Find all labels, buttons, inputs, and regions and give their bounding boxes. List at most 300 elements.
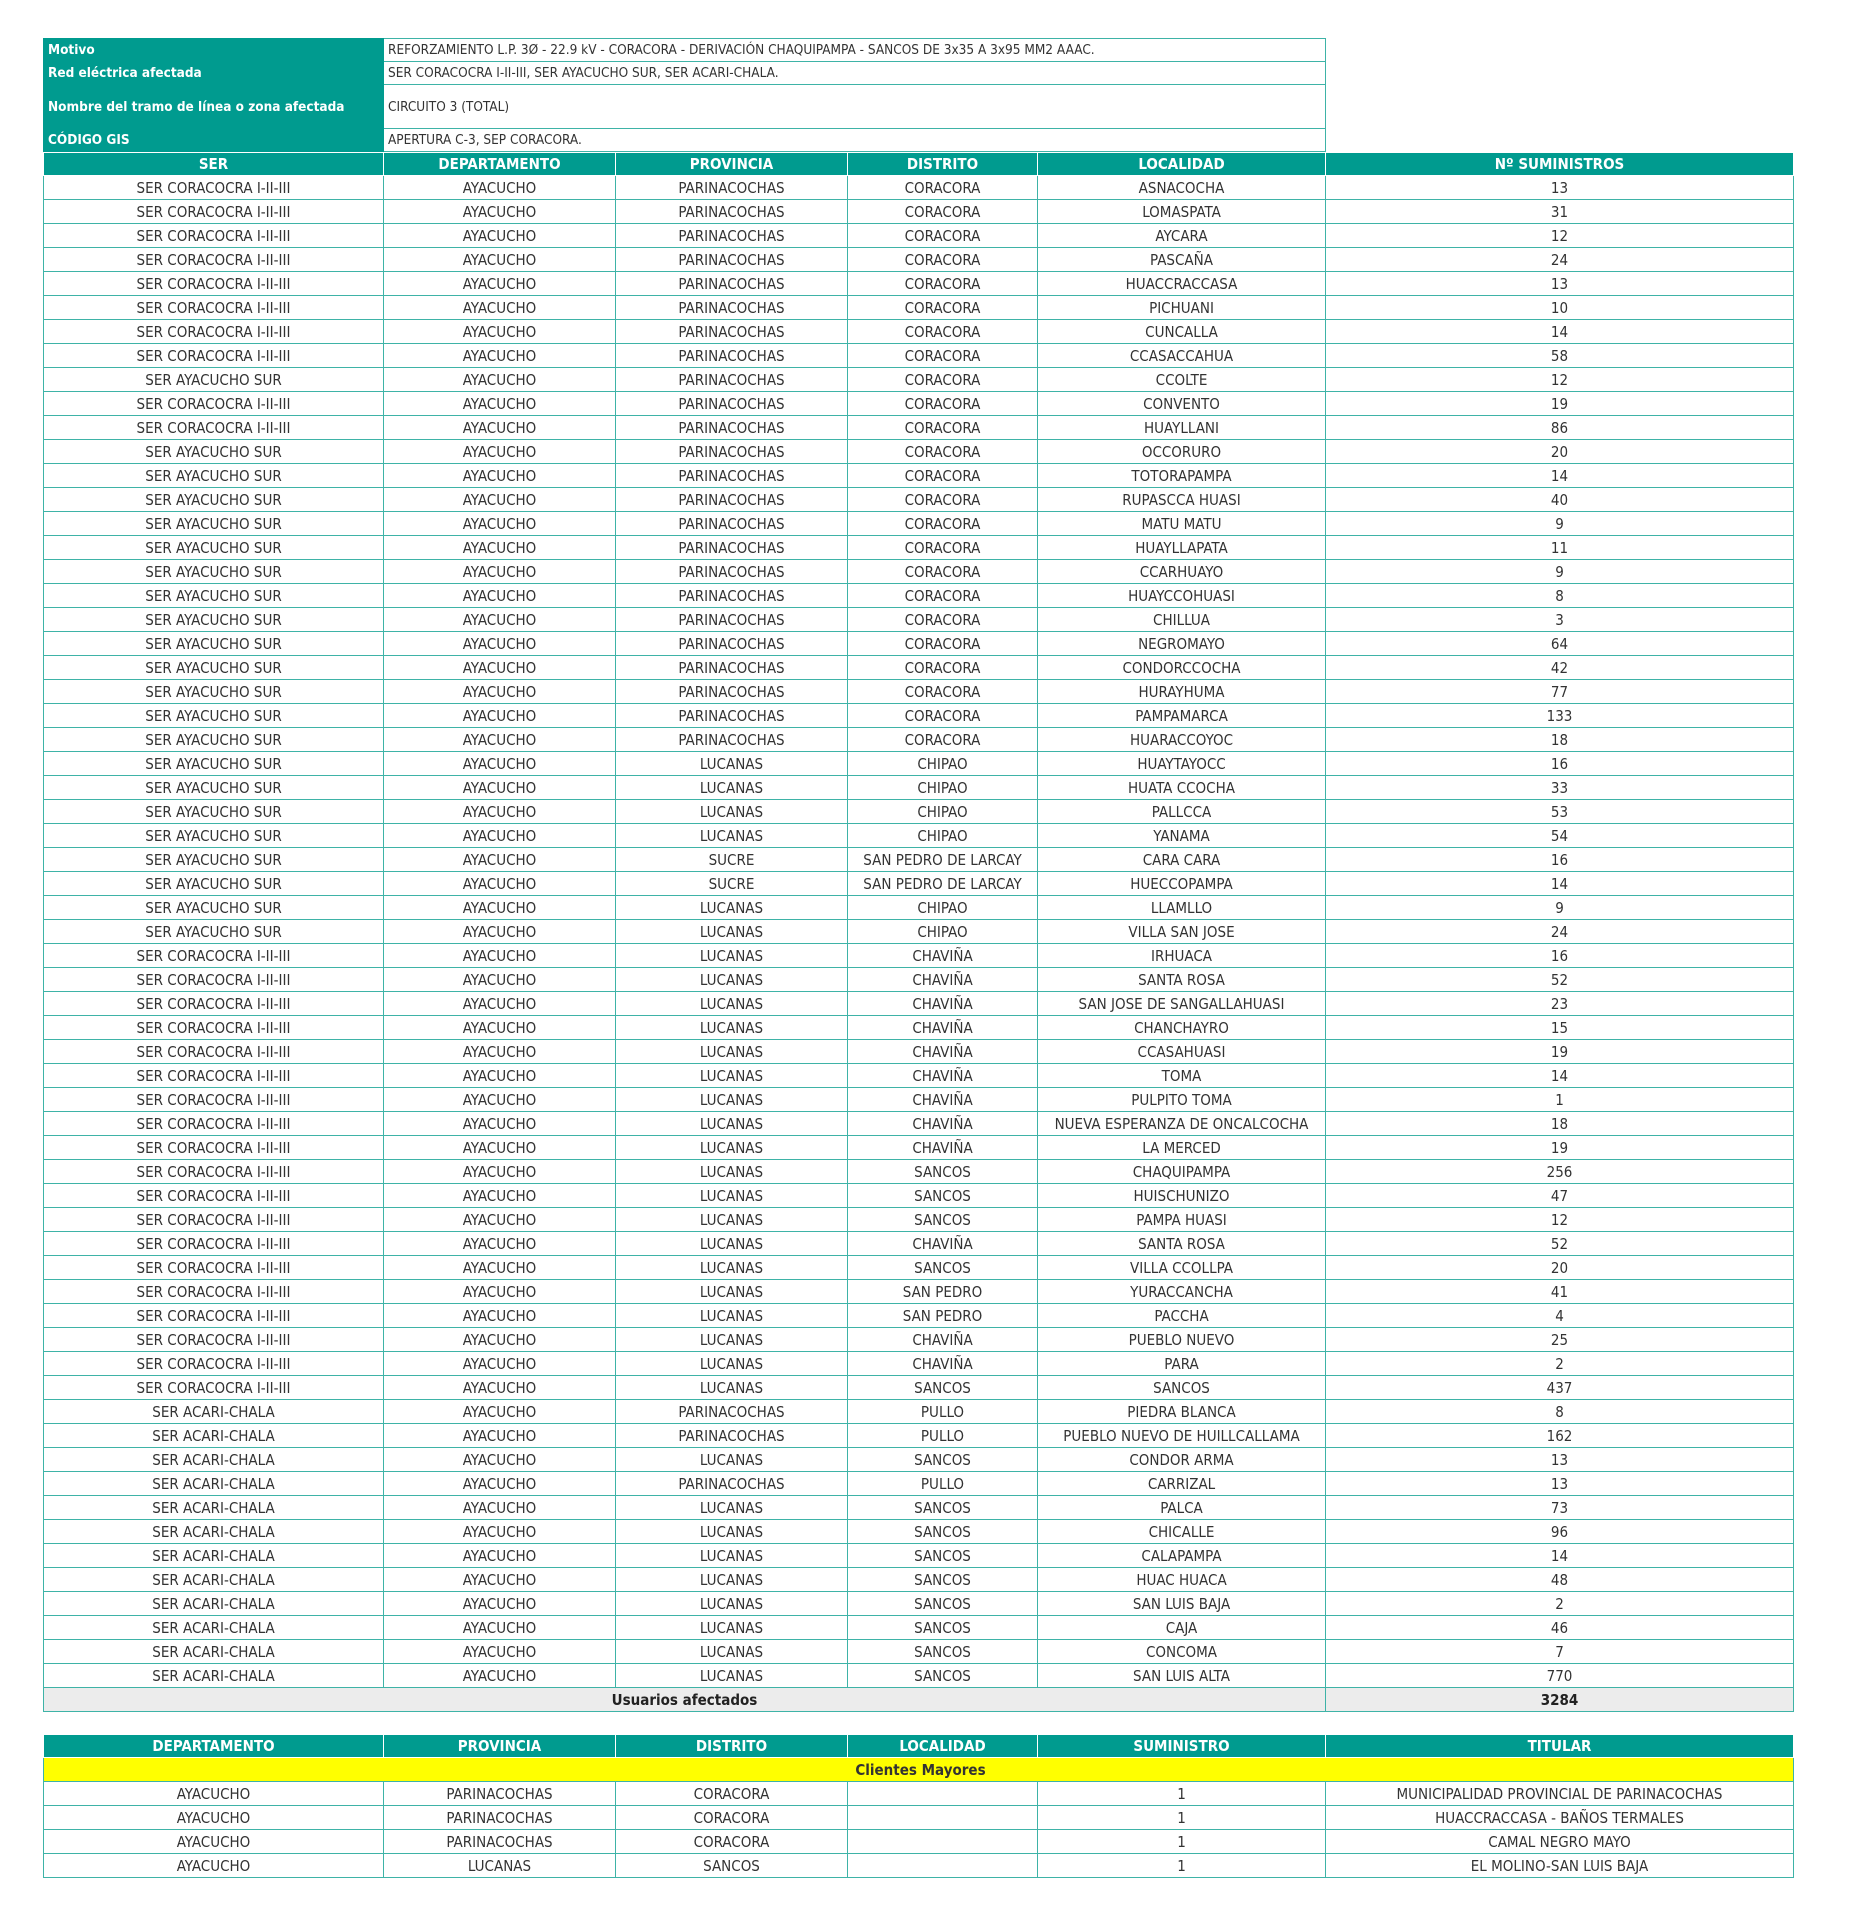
table-cell[interactable]: 73	[1326, 1496, 1794, 1520]
table-cell[interactable]: LUCANAS	[616, 1304, 848, 1328]
table-cell[interactable]: SER CORACOCRA I-II-III	[44, 1016, 384, 1040]
table-cell[interactable]: NEGROMAYO	[1038, 632, 1326, 656]
table-cell[interactable]: PARINACOCHAS	[616, 224, 848, 248]
cm-col-provincia[interactable]: PROVINCIA	[384, 1735, 616, 1758]
table-cell[interactable]: SANCOS	[848, 1544, 1038, 1568]
table-cell[interactable]: CORACORA	[848, 200, 1038, 224]
table-cell[interactable]: 16	[1326, 848, 1794, 872]
table-cell[interactable]: LA MERCED	[1038, 1136, 1326, 1160]
table-cell[interactable]: SER CORACOCRA I-II-III	[44, 1232, 384, 1256]
table-cell[interactable]: 47	[1326, 1184, 1794, 1208]
table-cell[interactable]: PARINACOCHAS	[616, 680, 848, 704]
table-cell[interactable]: SER ACARI-CHALA	[44, 1472, 384, 1496]
table-cell[interactable]: CHAVIÑA	[848, 1040, 1038, 1064]
table-cell[interactable]	[848, 1782, 1038, 1806]
table-cell[interactable]: LLAMLLO	[1038, 896, 1326, 920]
table-cell[interactable]: AYACUCHO	[384, 1544, 616, 1568]
table-cell[interactable]: PARINACOCHAS	[616, 608, 848, 632]
table-cell[interactable]: CORACORA	[848, 656, 1038, 680]
cm-col-titular[interactable]: TITULAR	[1326, 1735, 1794, 1758]
table-cell[interactable]: 1	[1038, 1782, 1326, 1806]
table-cell[interactable]: PARINACOCHAS	[616, 560, 848, 584]
table-cell[interactable]: AYACUCHO	[384, 1520, 616, 1544]
table-cell[interactable]: SER AYACUCHO SUR	[44, 728, 384, 752]
table-cell[interactable]: SER CORACOCRA I-II-III	[44, 1064, 384, 1088]
table-cell[interactable]: SER AYACUCHO SUR	[44, 752, 384, 776]
table-cell[interactable]: CHAVIÑA	[848, 968, 1038, 992]
table-cell[interactable]: CORACORA	[848, 728, 1038, 752]
table-cell[interactable]: LUCANAS	[616, 1520, 848, 1544]
table-cell[interactable]: AYACUCHO	[384, 440, 616, 464]
table-cell[interactable]: PARINACOCHAS	[616, 464, 848, 488]
table-cell[interactable]: LUCANAS	[616, 1088, 848, 1112]
col-header-departamento[interactable]: DEPARTAMENTO	[384, 153, 616, 176]
table-cell[interactable]: MATU MATU	[1038, 512, 1326, 536]
table-cell[interactable]: AYACUCHO	[384, 1184, 616, 1208]
col-header-suministros[interactable]: Nº SUMINISTROS	[1326, 153, 1794, 176]
table-cell[interactable]: PULLO	[848, 1400, 1038, 1424]
table-cell[interactable]: RUPASCCA HUASI	[1038, 488, 1326, 512]
table-cell[interactable]: LUCANAS	[616, 1040, 848, 1064]
table-cell[interactable]: SER AYACUCHO SUR	[44, 608, 384, 632]
table-cell[interactable]: CUNCALLA	[1038, 320, 1326, 344]
table-cell[interactable]: AYACUCHO	[384, 1376, 616, 1400]
table-cell[interactable]: TOTORAPAMPA	[1038, 464, 1326, 488]
table-cell[interactable]: CORACORA	[848, 704, 1038, 728]
table-cell[interactable]: AYACUCHO	[384, 1424, 616, 1448]
table-cell[interactable]: 9	[1326, 560, 1794, 584]
table-cell[interactable]: 20	[1326, 440, 1794, 464]
table-cell[interactable]: SER AYACUCHO SUR	[44, 704, 384, 728]
table-cell[interactable]: 3	[1326, 608, 1794, 632]
table-cell[interactable]: 1	[1038, 1854, 1326, 1878]
table-cell[interactable]: LUCANAS	[616, 752, 848, 776]
table-cell[interactable]: 77	[1326, 680, 1794, 704]
table-cell[interactable]: SER ACARI-CHALA	[44, 1520, 384, 1544]
table-cell[interactable]: HUAYLLAPATA	[1038, 536, 1326, 560]
table-cell[interactable]: AYACUCHO	[384, 416, 616, 440]
table-cell[interactable]: SER CORACOCRA I-II-III	[44, 1328, 384, 1352]
table-cell[interactable]: AYACUCHO	[384, 1472, 616, 1496]
table-cell[interactable]: LUCANAS	[616, 824, 848, 848]
table-cell[interactable]: SANCOS	[848, 1184, 1038, 1208]
table-cell[interactable]: PARINACOCHAS	[616, 656, 848, 680]
tramo-value[interactable]: CIRCUITO 3 (TOTAL)	[384, 85, 1326, 129]
table-cell[interactable]: LUCANAS	[616, 1352, 848, 1376]
table-cell[interactable]: 11	[1326, 536, 1794, 560]
table-cell[interactable]: CHAVIÑA	[848, 1136, 1038, 1160]
table-cell[interactable]: 7	[1326, 1640, 1794, 1664]
table-cell[interactable]: SER CORACOCRA I-II-III	[44, 1256, 384, 1280]
table-cell[interactable]: SANCOS	[848, 1256, 1038, 1280]
table-cell[interactable]: AYACUCHO	[384, 776, 616, 800]
table-cell[interactable]: SER ACARI-CHALA	[44, 1448, 384, 1472]
table-cell[interactable]: 1	[1326, 1088, 1794, 1112]
table-cell[interactable]: SAN PEDRO DE LARCAY	[848, 848, 1038, 872]
table-cell[interactable]: ASNACOCHA	[1038, 176, 1326, 200]
table-cell[interactable]: SER ACARI-CHALA	[44, 1592, 384, 1616]
table-cell[interactable]: PARINACOCHAS	[616, 296, 848, 320]
table-cell[interactable]: PARINACOCHAS	[616, 584, 848, 608]
table-cell[interactable]: PARINACOCHAS	[616, 272, 848, 296]
table-cell[interactable]: LUCANAS	[616, 968, 848, 992]
table-cell[interactable]: CORACORA	[848, 536, 1038, 560]
table-cell[interactable]: CHICALLE	[1038, 1520, 1326, 1544]
table-cell[interactable]: LUCANAS	[384, 1854, 616, 1878]
table-cell[interactable]: PARINACOCHAS	[616, 1472, 848, 1496]
table-cell[interactable]: CHILLUA	[1038, 608, 1326, 632]
table-cell[interactable]: PICHUANI	[1038, 296, 1326, 320]
table-cell[interactable]: 19	[1326, 1040, 1794, 1064]
table-cell[interactable]: YANAMA	[1038, 824, 1326, 848]
table-cell[interactable]: LUCANAS	[616, 1616, 848, 1640]
table-cell[interactable]: AYACUCHO	[384, 1232, 616, 1256]
table-cell[interactable]: NUEVA ESPERANZA DE ONCALCOCHA	[1038, 1112, 1326, 1136]
table-cell[interactable]: PULLO	[848, 1472, 1038, 1496]
table-cell[interactable]: PARINACOCHAS	[616, 1424, 848, 1448]
table-cell[interactable]: 12	[1326, 368, 1794, 392]
table-cell[interactable]: CHAVIÑA	[848, 944, 1038, 968]
table-cell[interactable]: SER AYACUCHO SUR	[44, 680, 384, 704]
table-cell[interactable]: PUEBLO NUEVO DE HUILLCALLAMA	[1038, 1424, 1326, 1448]
table-cell[interactable]: 12	[1326, 224, 1794, 248]
table-cell[interactable]: CORACORA	[616, 1806, 848, 1830]
table-cell[interactable]: PAMPAMARCA	[1038, 704, 1326, 728]
table-cell[interactable]: AYACUCHO	[384, 656, 616, 680]
table-cell[interactable]: SER AYACUCHO SUR	[44, 488, 384, 512]
table-cell[interactable]: YURACCANCHA	[1038, 1280, 1326, 1304]
table-cell[interactable]: CHIPAO	[848, 776, 1038, 800]
table-cell[interactable]: CHIPAO	[848, 752, 1038, 776]
table-cell[interactable]: AYACUCHO	[384, 1112, 616, 1136]
table-cell[interactable]: AYACUCHO	[384, 680, 616, 704]
table-cell[interactable]: SER AYACUCHO SUR	[44, 800, 384, 824]
table-cell[interactable]: 41	[1326, 1280, 1794, 1304]
table-cell[interactable]: PARINACOCHAS	[384, 1782, 616, 1806]
table-cell[interactable]: CAMAL NEGRO MAYO	[1326, 1830, 1794, 1854]
table-cell[interactable]: CONCOMA	[1038, 1640, 1326, 1664]
table-cell[interactable]: SER CORACOCRA I-II-III	[44, 1088, 384, 1112]
table-cell[interactable]: LUCANAS	[616, 1064, 848, 1088]
table-cell[interactable]: AYACUCHO	[384, 464, 616, 488]
table-cell[interactable]: SANCOS	[848, 1592, 1038, 1616]
table-cell[interactable]: CHAVIÑA	[848, 1112, 1038, 1136]
table-cell[interactable]: SER AYACUCHO SUR	[44, 824, 384, 848]
table-cell[interactable]: SANCOS	[848, 1448, 1038, 1472]
table-cell[interactable]: 24	[1326, 920, 1794, 944]
table-cell[interactable]: HUARACCOYOC	[1038, 728, 1326, 752]
table-cell[interactable]: HUAYTAYOCC	[1038, 752, 1326, 776]
table-cell[interactable]: CORACORA	[848, 464, 1038, 488]
col-header-distrito[interactable]: DISTRITO	[848, 153, 1038, 176]
table-cell[interactable]: CARA CARA	[1038, 848, 1326, 872]
table-cell[interactable]: SER AYACUCHO SUR	[44, 368, 384, 392]
table-cell[interactable]: CHAVIÑA	[848, 1088, 1038, 1112]
table-cell[interactable]: 16	[1326, 944, 1794, 968]
table-cell[interactable]: SER CORACOCRA I-II-III	[44, 320, 384, 344]
table-cell[interactable]: CHIPAO	[848, 800, 1038, 824]
table-cell[interactable]: CONVENTO	[1038, 392, 1326, 416]
table-cell[interactable]: PAMPA HUASI	[1038, 1208, 1326, 1232]
table-cell[interactable]: 13	[1326, 1448, 1794, 1472]
table-cell[interactable]: HUATA CCOCHA	[1038, 776, 1326, 800]
table-cell[interactable]: SER CORACOCRA I-II-III	[44, 416, 384, 440]
table-cell[interactable]: LUCANAS	[616, 1496, 848, 1520]
table-cell[interactable]: SER AYACUCHO SUR	[44, 848, 384, 872]
table-cell[interactable]: SER CORACOCRA I-II-III	[44, 1280, 384, 1304]
table-cell[interactable]: 1	[1038, 1806, 1326, 1830]
table-cell[interactable]: CORACORA	[848, 608, 1038, 632]
table-cell[interactable]: LUCANAS	[616, 1184, 848, 1208]
table-cell[interactable]: AYACUCHO	[384, 344, 616, 368]
table-cell[interactable]: LUCANAS	[616, 800, 848, 824]
red-value[interactable]: SER CORACOCRA I-II-III, SER AYACUCHO SUR, SER ACARI-CHALA.	[384, 62, 1326, 85]
table-cell[interactable]: SANTA ROSA	[1038, 1232, 1326, 1256]
table-cell[interactable]: SER AYACUCHO SUR	[44, 896, 384, 920]
table-cell[interactable]: PARINACOCHAS	[616, 512, 848, 536]
table-cell[interactable]: CORACORA	[848, 680, 1038, 704]
table-cell[interactable]: 1	[1038, 1830, 1326, 1854]
table-cell[interactable]: 13	[1326, 1472, 1794, 1496]
table-cell[interactable]: 58	[1326, 344, 1794, 368]
table-cell[interactable]: AYACUCHO	[384, 704, 616, 728]
table-cell[interactable]: EL MOLINO-SAN LUIS BAJA	[1326, 1854, 1794, 1878]
table-cell[interactable]: 14	[1326, 872, 1794, 896]
table-cell[interactable]: AYACUCHO	[384, 1256, 616, 1280]
table-cell[interactable]: AYACUCHO	[384, 800, 616, 824]
table-cell[interactable]: AYACUCHO	[384, 824, 616, 848]
table-cell[interactable]: AYACUCHO	[384, 1088, 616, 1112]
table-cell[interactable]: LUCANAS	[616, 896, 848, 920]
table-cell[interactable]: SANCOS	[848, 1664, 1038, 1688]
table-cell[interactable]: PULPITO TOMA	[1038, 1088, 1326, 1112]
table-cell[interactable]: LUCANAS	[616, 944, 848, 968]
table-cell[interactable]: AYACUCHO	[384, 920, 616, 944]
table-cell[interactable]: 13	[1326, 272, 1794, 296]
table-cell[interactable]: VILLA CCOLLPA	[1038, 1256, 1326, 1280]
table-cell[interactable]: SUCRE	[616, 848, 848, 872]
table-cell[interactable]: CARRIZAL	[1038, 1472, 1326, 1496]
table-cell[interactable]: PARINACOCHAS	[616, 416, 848, 440]
table-cell[interactable]: PARINACOCHAS	[384, 1830, 616, 1854]
table-cell[interactable]: SER CORACOCRA I-II-III	[44, 1352, 384, 1376]
table-cell[interactable]: CORACORA	[848, 224, 1038, 248]
table-cell[interactable]: AYACUCHO	[384, 584, 616, 608]
table-cell[interactable]: SAN LUIS ALTA	[1038, 1664, 1326, 1688]
table-cell[interactable]: LUCANAS	[616, 1136, 848, 1160]
table-cell[interactable]: LUCANAS	[616, 1160, 848, 1184]
table-cell[interactable]: LUCANAS	[616, 1280, 848, 1304]
table-cell[interactable]: CORACORA	[616, 1782, 848, 1806]
table-cell[interactable]: LUCANAS	[616, 1112, 848, 1136]
table-cell[interactable]: CORACORA	[848, 272, 1038, 296]
table-cell[interactable]: AYACUCHO	[384, 992, 616, 1016]
table-cell[interactable]: AYACUCHO	[384, 1280, 616, 1304]
table-cell[interactable]: CCARHUAYO	[1038, 560, 1326, 584]
table-cell[interactable]: 46	[1326, 1616, 1794, 1640]
table-cell[interactable]: AYACUCHO	[44, 1830, 384, 1854]
table-cell[interactable]: AYACUCHO	[384, 1400, 616, 1424]
table-cell[interactable]: CCOLTE	[1038, 368, 1326, 392]
table-cell[interactable]: 31	[1326, 200, 1794, 224]
table-cell[interactable]: 52	[1326, 1232, 1794, 1256]
table-cell[interactable]: SER ACARI-CHALA	[44, 1616, 384, 1640]
table-cell[interactable]: SAN PEDRO DE LARCAY	[848, 872, 1038, 896]
table-cell[interactable]: SER CORACOCRA I-II-III	[44, 1184, 384, 1208]
table-cell[interactable]: SANCOS	[848, 1376, 1038, 1400]
table-cell[interactable]: 12	[1326, 1208, 1794, 1232]
table-cell[interactable]: LUCANAS	[616, 920, 848, 944]
table-cell[interactable]: LUCANAS	[616, 1448, 848, 1472]
table-cell[interactable]: AYACUCHO	[384, 1664, 616, 1688]
table-cell[interactable]: 86	[1326, 416, 1794, 440]
table-cell[interactable]: 14	[1326, 464, 1794, 488]
table-cell[interactable]: CAJA	[1038, 1616, 1326, 1640]
table-cell[interactable]: 2	[1326, 1592, 1794, 1616]
table-cell[interactable]: AYACUCHO	[384, 512, 616, 536]
table-cell[interactable]: AYACUCHO	[384, 1160, 616, 1184]
table-cell[interactable]: CORACORA	[848, 440, 1038, 464]
table-cell[interactable]: CHAVIÑA	[848, 1232, 1038, 1256]
table-cell[interactable]: PARINACOCHAS	[384, 1806, 616, 1830]
table-cell[interactable]: PARINACOCHAS	[616, 200, 848, 224]
table-cell[interactable]: CORACORA	[848, 560, 1038, 584]
table-cell[interactable]: CALAPAMPA	[1038, 1544, 1326, 1568]
table-cell[interactable]: AYACUCHO	[44, 1854, 384, 1878]
table-cell[interactable]: SER ACARI-CHALA	[44, 1544, 384, 1568]
table-cell[interactable]: LOMASPATA	[1038, 200, 1326, 224]
table-cell[interactable]: CORACORA	[848, 584, 1038, 608]
table-cell[interactable]: SER AYACUCHO SUR	[44, 584, 384, 608]
table-cell[interactable]: PACCHA	[1038, 1304, 1326, 1328]
table-cell[interactable]: CORACORA	[848, 320, 1038, 344]
table-cell[interactable]: 133	[1326, 704, 1794, 728]
gis-value[interactable]: APERTURA C-3, SEP CORACORA.	[384, 129, 1326, 152]
table-cell[interactable]: AYACUCHO	[384, 1496, 616, 1520]
table-cell[interactable]: AYACUCHO	[384, 1352, 616, 1376]
table-cell[interactable]: 2	[1326, 1352, 1794, 1376]
table-cell[interactable]: CHAVIÑA	[848, 1352, 1038, 1376]
table-cell[interactable]: AYACUCHO	[384, 392, 616, 416]
table-cell[interactable]: AYACUCHO	[384, 368, 616, 392]
table-cell[interactable]: HURAYHUMA	[1038, 680, 1326, 704]
table-cell[interactable]: LUCANAS	[616, 1568, 848, 1592]
table-cell[interactable]: CHAVIÑA	[848, 1328, 1038, 1352]
table-cell[interactable]: SER CORACOCRA I-II-III	[44, 1040, 384, 1064]
table-cell[interactable]: 13	[1326, 176, 1794, 200]
table-cell[interactable]: PARINACOCHAS	[616, 704, 848, 728]
table-cell[interactable]: OCCORURO	[1038, 440, 1326, 464]
table-cell[interactable]: PIEDRA BLANCA	[1038, 1400, 1326, 1424]
table-cell[interactable]: PASCAÑA	[1038, 248, 1326, 272]
table-cell[interactable]: CORACORA	[848, 392, 1038, 416]
table-cell[interactable]: SAN JOSE DE SANGALLAHUASI	[1038, 992, 1326, 1016]
table-cell[interactable]: CHAVIÑA	[848, 1016, 1038, 1040]
table-cell[interactable]: HUACCRACCASA - BAÑOS TERMALES	[1326, 1806, 1794, 1830]
table-cell[interactable]: AYACUCHO	[384, 968, 616, 992]
table-cell[interactable]: HUACCRACCASA	[1038, 272, 1326, 296]
table-cell[interactable]: SER CORACOCRA I-II-III	[44, 272, 384, 296]
table-cell[interactable]: SER CORACOCRA I-II-III	[44, 296, 384, 320]
table-cell[interactable]: SER AYACUCHO SUR	[44, 536, 384, 560]
table-cell[interactable]: AYACUCHO	[384, 1616, 616, 1640]
table-cell[interactable]: CONDOR ARMA	[1038, 1448, 1326, 1472]
table-cell[interactable]: SER AYACUCHO SUR	[44, 464, 384, 488]
table-cell[interactable]: 25	[1326, 1328, 1794, 1352]
table-cell[interactable]: CORACORA	[616, 1830, 848, 1854]
table-cell[interactable]: CORACORA	[848, 512, 1038, 536]
table-cell[interactable]: 14	[1326, 1544, 1794, 1568]
table-cell[interactable]: SER AYACUCHO SUR	[44, 776, 384, 800]
table-cell[interactable]	[848, 1854, 1038, 1878]
table-cell[interactable]: CHIPAO	[848, 896, 1038, 920]
table-cell[interactable]: LUCANAS	[616, 1544, 848, 1568]
table-cell[interactable]: 19	[1326, 392, 1794, 416]
table-cell[interactable]: SAN PEDRO	[848, 1304, 1038, 1328]
table-cell[interactable]: LUCANAS	[616, 1376, 848, 1400]
table-cell[interactable]: PARINACOCHAS	[616, 632, 848, 656]
table-cell[interactable]: SANCOS	[848, 1520, 1038, 1544]
table-cell[interactable]: AYCARA	[1038, 224, 1326, 248]
table-cell[interactable]: 42	[1326, 656, 1794, 680]
table-cell[interactable]: AYACUCHO	[384, 320, 616, 344]
table-cell[interactable]: AYACUCHO	[384, 1448, 616, 1472]
table-cell[interactable]: 10	[1326, 296, 1794, 320]
table-cell[interactable]: 14	[1326, 320, 1794, 344]
table-cell[interactable]: SER CORACOCRA I-II-III	[44, 392, 384, 416]
table-cell[interactable]: PARINACOCHAS	[616, 440, 848, 464]
table-cell[interactable]: 4	[1326, 1304, 1794, 1328]
table-cell[interactable]: PARINACOCHAS	[616, 368, 848, 392]
table-cell[interactable]: AYACUCHO	[384, 1208, 616, 1232]
table-cell[interactable]: 15	[1326, 1016, 1794, 1040]
table-cell[interactable]: AYACUCHO	[384, 872, 616, 896]
table-cell[interactable]: SANCOS	[1038, 1376, 1326, 1400]
table-cell[interactable]: PALCA	[1038, 1496, 1326, 1520]
table-cell[interactable]: AYACUCHO	[384, 1064, 616, 1088]
table-cell[interactable]: 53	[1326, 800, 1794, 824]
table-cell[interactable]: SER AYACUCHO SUR	[44, 632, 384, 656]
table-cell[interactable]: 24	[1326, 248, 1794, 272]
table-cell[interactable]: AYACUCHO	[384, 536, 616, 560]
table-cell[interactable]: 8	[1326, 584, 1794, 608]
table-cell[interactable]: 64	[1326, 632, 1794, 656]
cm-col-departamento[interactable]: DEPARTAMENTO	[44, 1735, 384, 1758]
table-cell[interactable]: HUAYCCOHUASI	[1038, 584, 1326, 608]
table-cell[interactable]: AYACUCHO	[384, 728, 616, 752]
table-cell[interactable]: 48	[1326, 1568, 1794, 1592]
table-cell[interactable]: AYACUCHO	[384, 1568, 616, 1592]
table-cell[interactable]: PARINACOCHAS	[616, 1400, 848, 1424]
table-cell[interactable]: PALLCCA	[1038, 800, 1326, 824]
table-cell[interactable]: CORACORA	[848, 416, 1038, 440]
table-cell[interactable]: CCASACCAHUA	[1038, 344, 1326, 368]
table-cell[interactable]: 16	[1326, 752, 1794, 776]
table-cell[interactable]: HUAYLLANI	[1038, 416, 1326, 440]
table-cell[interactable]: 18	[1326, 728, 1794, 752]
table-cell[interactable]: SANCOS	[848, 1496, 1038, 1520]
table-cell[interactable]: PARINACOCHAS	[616, 176, 848, 200]
table-cell[interactable]: CORACORA	[848, 176, 1038, 200]
table-cell[interactable]: CORACORA	[848, 296, 1038, 320]
table-cell[interactable]: 9	[1326, 896, 1794, 920]
table-cell[interactable]: SER CORACOCRA I-II-III	[44, 1136, 384, 1160]
col-header-localidad[interactable]: LOCALIDAD	[1038, 153, 1326, 176]
table-cell[interactable]: CHANCHAYRO	[1038, 1016, 1326, 1040]
table-cell[interactable]: SER AYACUCHO SUR	[44, 656, 384, 680]
table-cell[interactable]: 14	[1326, 1064, 1794, 1088]
table-cell[interactable]: AYACUCHO	[384, 176, 616, 200]
